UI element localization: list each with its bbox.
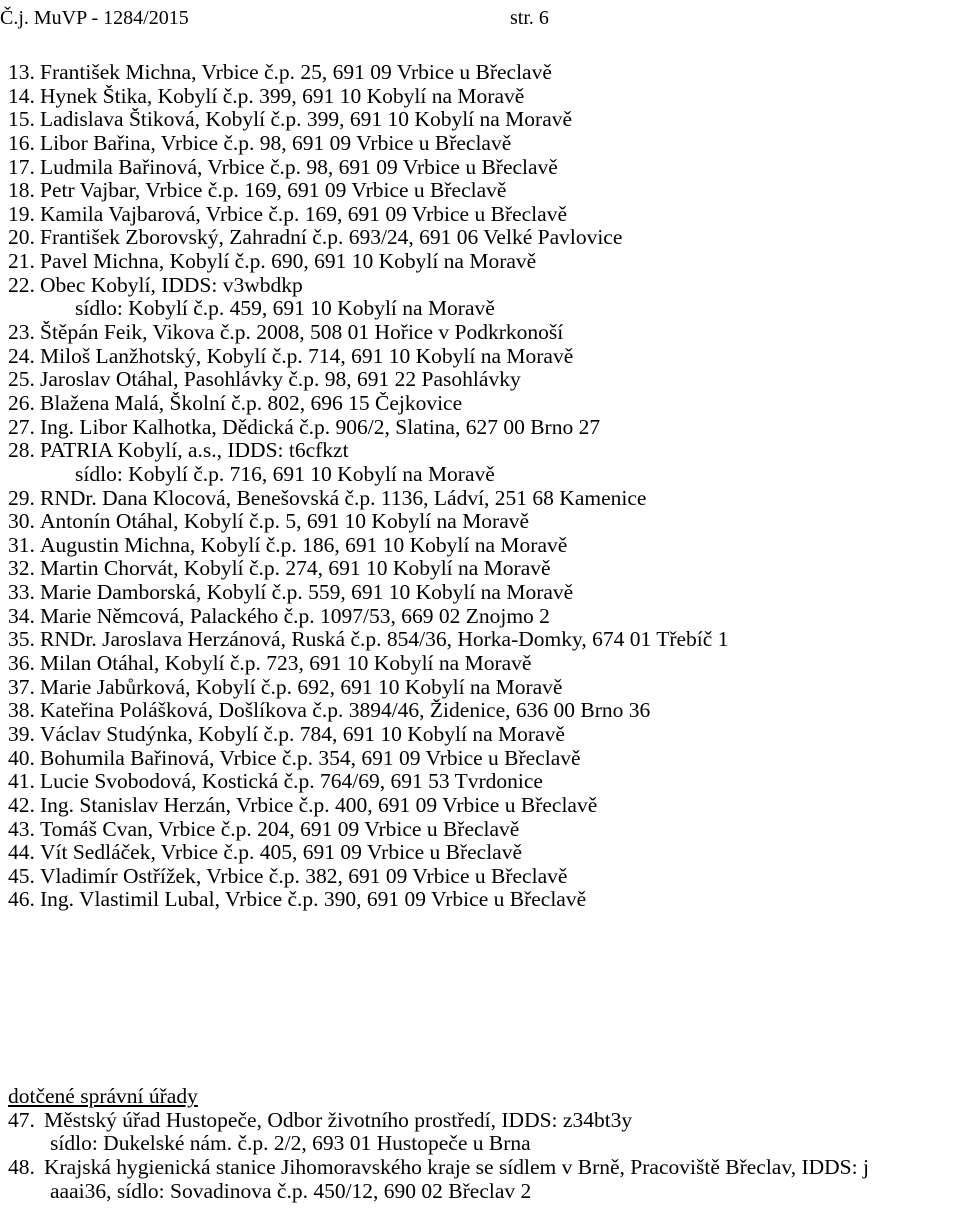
- list-item: [8, 226, 960, 250]
- item-number: 43.: [8, 816, 35, 841]
- list-item: [8, 392, 960, 416]
- item-text: Jaroslav Otáhal, Pasohlávky č.p. 98, 691 22 Pasohlávky: [40, 368, 521, 392]
- item-number: 25.: [8, 367, 35, 392]
- item-text: Miloš Lanžhotský, Kobylí č.p. 714, 691 10 Kobylí na Moravě: [40, 344, 574, 368]
- item-address: sídlo: Dukelské nám. č.p. 2/2, 693 01 Hustopeče u Brna: [50, 1131, 531, 1156]
- item-text: Marie Němcová, Palackého č.p. 1097/53, 669 02 Znojmo 2: [40, 604, 550, 628]
- item-number: 32.: [8, 556, 35, 581]
- list-item: [8, 250, 960, 274]
- item-number: 46.: [8, 887, 35, 912]
- item-text: Hynek Štika, Kobylí č.p. 399, 691 10 Kobylí na Moravě: [40, 84, 525, 108]
- list-item: [8, 865, 960, 889]
- list-item: [8, 345, 960, 369]
- item-text: Kamila Vajbarová, Vrbice č.p. 169, 691 09 Vrbice u Břeclavě: [40, 202, 567, 226]
- item-number: 26.: [8, 390, 35, 415]
- item-text: RNDr. Dana Klocová, Benešovská č.p. 1136, Ládví, 251 68 Kamenice: [40, 486, 647, 510]
- item-number: 34.: [8, 603, 35, 628]
- item-text: RNDr. Jaroslava Herzánová, Ruská č.p. 854/36, Horka-Domky, 674 01 Třebíč 1: [40, 628, 729, 652]
- item-text: František Zborovský, Zahradní č.p. 693/24, 691 06 Velké Pavlovice: [40, 226, 623, 250]
- list-item: [8, 1156, 960, 1180]
- document-reference: Č.j. MuVP - 1284/2015: [0, 7, 189, 29]
- item-number: 41.: [8, 769, 35, 794]
- list-item: [8, 179, 960, 203]
- item-number: 24.: [8, 343, 35, 368]
- item-number: 45.: [8, 863, 35, 888]
- item-text: Martin Chorvát, Kobylí č.p. 274, 691 10 Kobylí na Moravě: [40, 557, 551, 581]
- item-number: 39.: [8, 721, 35, 746]
- item-address: sídlo: Kobylí č.p. 716, 691 10 Kobylí na Moravě: [75, 461, 495, 486]
- list-item: [8, 439, 960, 463]
- item-number: 44.: [8, 840, 35, 865]
- item-number: 37.: [8, 674, 35, 699]
- item-number: 17.: [8, 154, 35, 179]
- item-number: 47.: [8, 1107, 35, 1132]
- item-number: 14.: [8, 83, 35, 108]
- item-text: Ladislava Štiková, Kobylí č.p. 399, 691 10 Kobylí na Moravě: [40, 108, 573, 132]
- item-text: Ing. Vlastimil Lubal, Vrbice č.p. 390, 691 09 Vrbice u Břeclavě: [40, 888, 587, 912]
- item-number: 42.: [8, 792, 35, 817]
- list-item: [8, 321, 960, 345]
- item-text: Ing. Libor Kalhotka, Dědická č.p. 906/2, Slatina, 627 00 Brno 27: [40, 415, 601, 439]
- list-item: [8, 534, 960, 558]
- item-text: Tomáš Cvan, Vrbice č.p. 204, 691 09 Vrbice u Břeclavě: [40, 817, 520, 841]
- item-number: 23.: [8, 320, 35, 345]
- list-item: [8, 368, 960, 392]
- list-item: [8, 1109, 960, 1133]
- item-address: aaai36, sídlo: Sovadinova č.p. 450/12, 690 02 Břeclav 2: [50, 1178, 532, 1203]
- item-text: Lucie Svobodová, Kostická č.p. 764/69, 691 53 Tvrdonice: [40, 770, 543, 794]
- item-number: 19.: [8, 201, 35, 226]
- list-item: [8, 723, 960, 747]
- item-text: Městský úřad Hustopeče, Odbor životního prostředí, IDDS: z34bt3y: [44, 1108, 633, 1132]
- item-text: Krajská hygienická stanice Jihomoravského kraje se sídlem v Brně, Pracoviště Břeclav, IDDS: j: [44, 1156, 869, 1180]
- section-title: dotčené správní úřady: [8, 1084, 198, 1108]
- list-item: [8, 676, 960, 700]
- list-item: [8, 487, 960, 511]
- item-number: 16.: [8, 130, 35, 155]
- recipient-list: [8, 61, 960, 912]
- list-item: [8, 510, 960, 534]
- item-number: 28.: [8, 438, 35, 463]
- list-item: [8, 794, 960, 818]
- list-item: [8, 888, 960, 912]
- list-item: [8, 841, 960, 865]
- item-text: Marie Jabůrková, Kobylí č.p. 692, 691 10 Kobylí na Moravě: [40, 675, 563, 699]
- list-item: [8, 274, 960, 298]
- item-number: 15.: [8, 107, 35, 132]
- item-text: Marie Damborská, Kobylí č.p. 559, 691 10 Kobylí na Moravě: [40, 581, 574, 605]
- item-number: 21.: [8, 249, 35, 274]
- item-text: Petr Vajbar, Vrbice č.p. 169, 691 09 Vrbice u Břeclavě: [40, 179, 507, 203]
- item-text: Blažena Malá, Školní č.p. 802, 696 15 Čejkovice: [40, 391, 463, 415]
- item-number: 40.: [8, 745, 35, 770]
- item-number: 27.: [8, 414, 35, 439]
- item-number: 22.: [8, 272, 35, 297]
- item-number: 30.: [8, 509, 35, 534]
- item-text: Vladimír Ostřížek, Vrbice č.p. 382, 691 09 Vrbice u Břeclavě: [40, 864, 568, 888]
- item-number: 31.: [8, 532, 35, 557]
- authorities-section: [8, 1085, 960, 1203]
- authority-list: [8, 1109, 960, 1204]
- list-item: [8, 108, 960, 132]
- list-item: [8, 85, 960, 109]
- list-item: [8, 605, 960, 629]
- list-item: [8, 132, 960, 156]
- list-item: [8, 416, 960, 440]
- list-item: [8, 818, 960, 842]
- item-text: Antonín Otáhal, Kobylí č.p. 5, 691 10 Kobylí na Moravě: [40, 510, 530, 534]
- list-item: [8, 652, 960, 676]
- list-item: [8, 628, 960, 652]
- item-text: Bohumila Bařinová, Vrbice č.p. 354, 691 09 Vrbice u Břeclavě: [40, 746, 581, 770]
- item-text: Kateřina Polášková, Došlíkova č.p. 3894/46, Židenice, 636 00 Brno 36: [40, 699, 651, 723]
- item-text: Vít Sedláček, Vrbice č.p. 405, 691 09 Vrbice u Břeclavě: [40, 841, 523, 865]
- item-number: 35.: [8, 627, 35, 652]
- list-item: [8, 156, 960, 180]
- item-text: Ing. Stanislav Herzán, Vrbice č.p. 400, 691 09 Vrbice u Břeclavě: [40, 793, 598, 817]
- item-number: 36.: [8, 651, 35, 676]
- item-number: 38.: [8, 698, 35, 723]
- item-text: Augustin Michna, Kobylí č.p. 186, 691 10 Kobylí na Moravě: [40, 533, 568, 557]
- item-number: 29.: [8, 485, 35, 510]
- item-number: 33.: [8, 580, 35, 605]
- list-item: [8, 581, 960, 605]
- item-text: Štěpán Feik, Vikova č.p. 2008, 508 01 Hořice v Podkrkonoší: [40, 321, 564, 345]
- page-number: str. 6: [510, 7, 549, 29]
- item-text: PATRIA Kobylí, a.s., IDDS: t6cfkzt: [40, 439, 349, 463]
- list-item: [8, 203, 960, 227]
- item-text: Libor Bařina, Vrbice č.p. 98, 691 09 Vrbice u Břeclavě: [40, 131, 512, 155]
- item-text: Milan Otáhal, Kobylí č.p. 723, 691 10 Kobylí na Moravě: [40, 652, 532, 676]
- list-item: [8, 61, 960, 85]
- item-text: Ludmila Bařinová, Vrbice č.p. 98, 691 09 Vrbice u Břeclavě: [40, 155, 558, 179]
- item-text: Václav Studýnka, Kobylí č.p. 784, 691 10 Kobylí na Moravě: [40, 722, 565, 746]
- item-number: 20.: [8, 225, 35, 250]
- item-text: Pavel Michna, Kobylí č.p. 690, 691 10 Kobylí na Moravě: [40, 250, 537, 274]
- list-item: [8, 557, 960, 581]
- list-item: [8, 699, 960, 723]
- list-item: [8, 747, 960, 771]
- item-number: 13.: [8, 60, 35, 84]
- item-address: sídlo: Kobylí č.p. 459, 691 10 Kobylí na Moravě: [75, 296, 495, 321]
- item-number: 18.: [8, 178, 35, 203]
- page-header: [0, 4, 549, 32]
- item-text: Obec Kobylí, IDDS: v3wbdkp: [40, 273, 303, 297]
- list-item: [8, 770, 960, 794]
- item-number: 48.: [8, 1155, 35, 1180]
- item-text: František Michna, Vrbice č.p. 25, 691 09 Vrbice u Břeclavě: [40, 61, 552, 84]
